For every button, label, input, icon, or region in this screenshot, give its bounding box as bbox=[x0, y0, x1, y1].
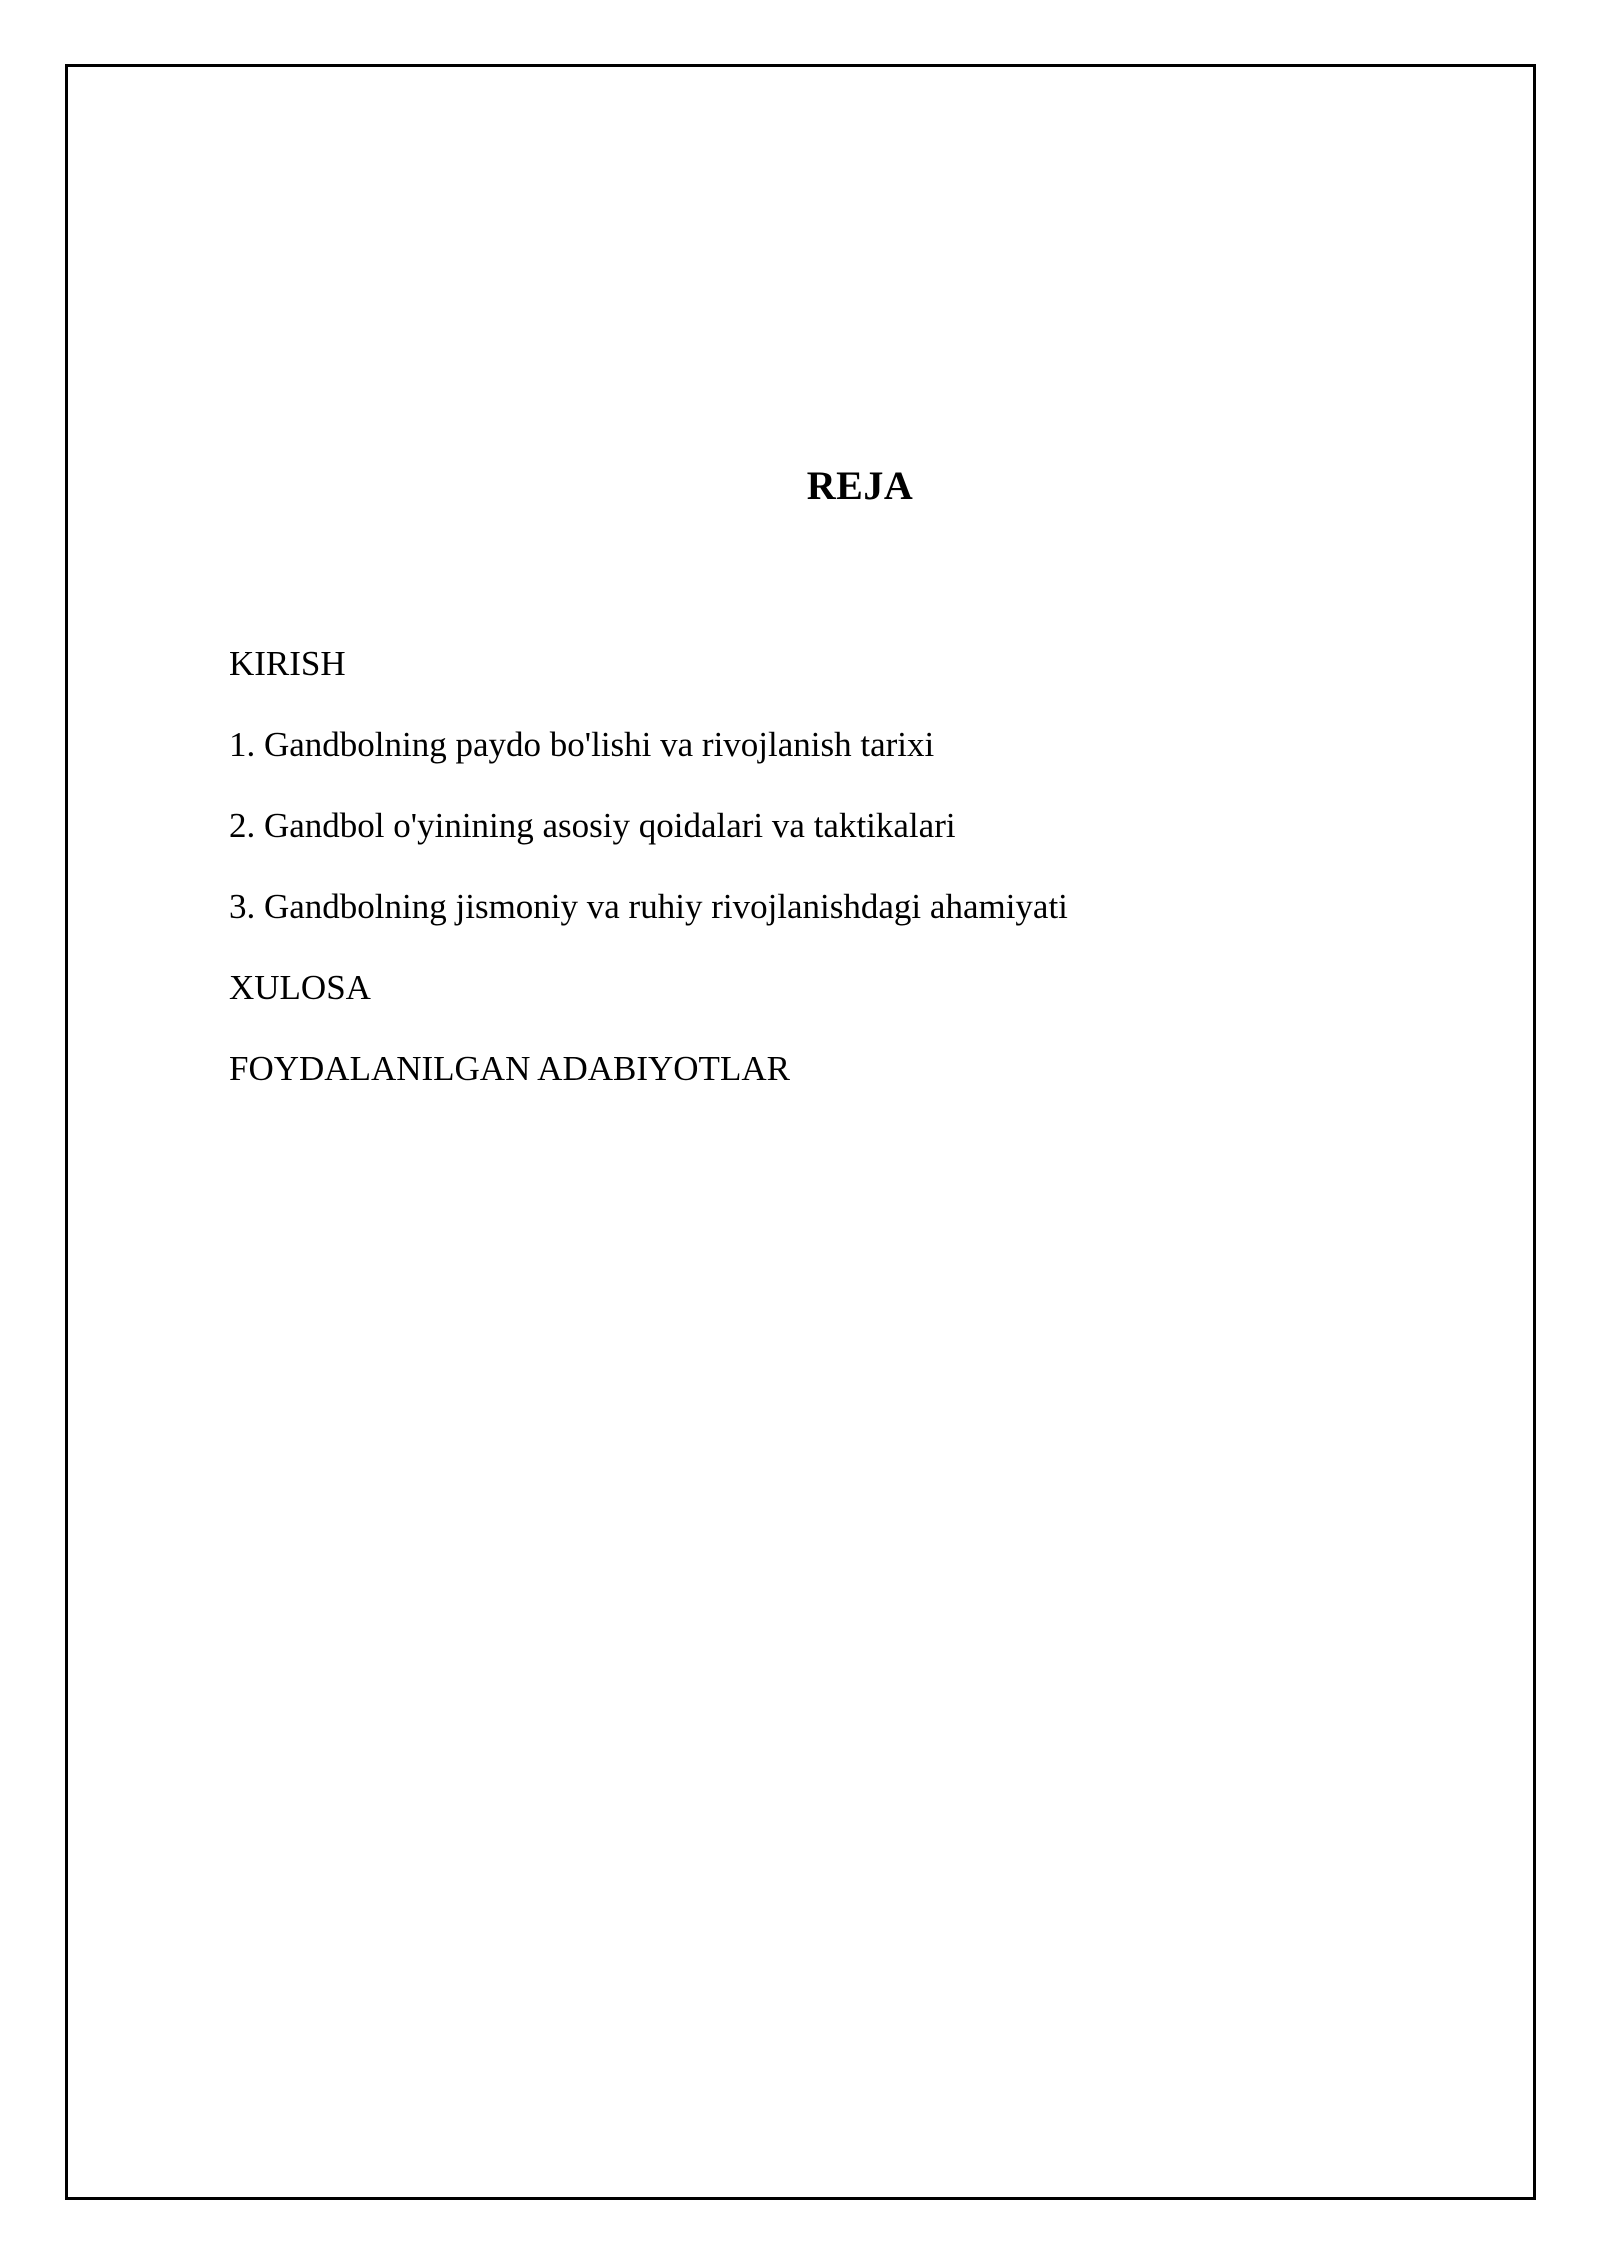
plan-item-2: 2. Gandbol o'yinining asosiy qoidalari va taktikalari bbox=[229, 806, 956, 845]
page-border bbox=[65, 64, 1536, 2200]
plan-list bbox=[229, 644, 1068, 1130]
plan-item-conclusion: XULOSA bbox=[229, 968, 371, 1007]
page-title: REJA bbox=[806, 463, 914, 508]
plan-item-introduction: KIRISH bbox=[229, 644, 346, 683]
plan-item-3: 3. Gandbolning jismoniy va ruhiy rivojlanishdagi ahamiyati bbox=[229, 887, 1068, 926]
plan-item-1: 1. Gandbolning paydo bo'lishi va rivojlanish tarixi bbox=[229, 725, 935, 764]
plan-item-references: FOYDALANILGAN ADABIYOTLAR bbox=[229, 1049, 790, 1088]
